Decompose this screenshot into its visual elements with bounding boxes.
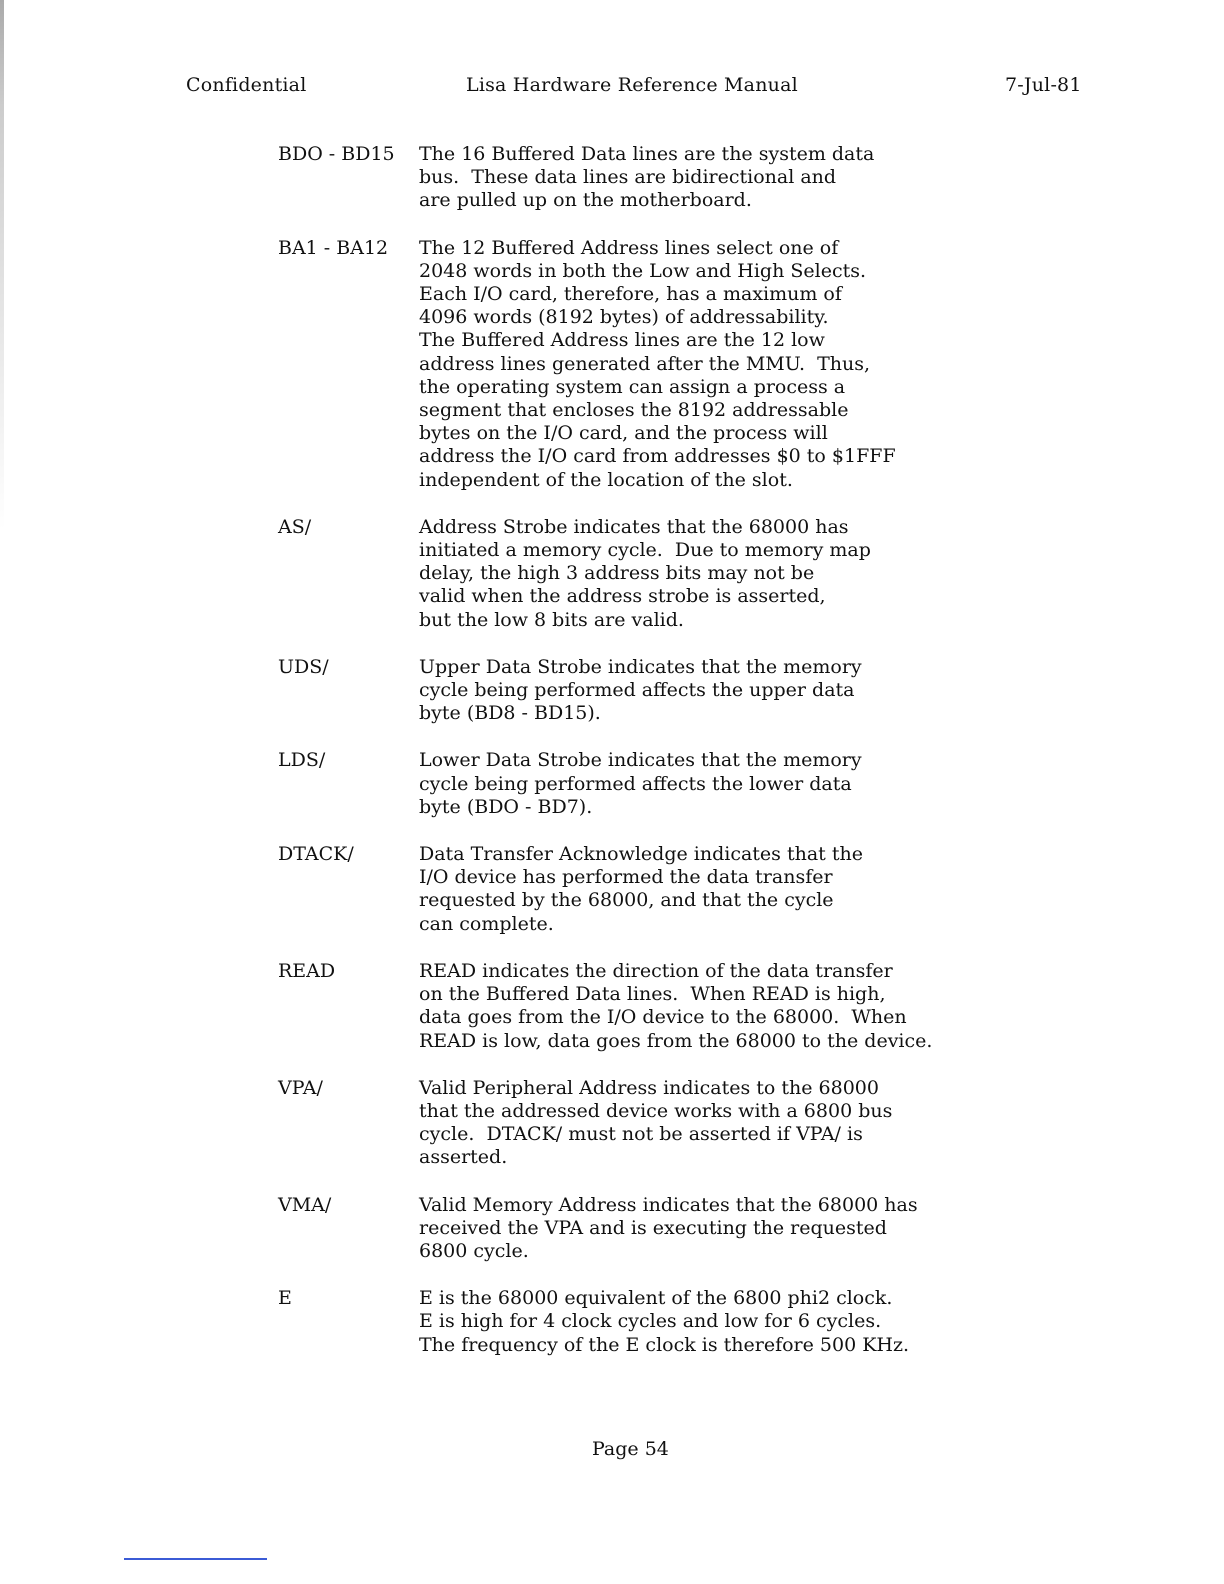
signal-entry: [278, 749, 1058, 819]
description-line: E is the 68000 equivalent of the 6800 phi2 clock.: [419, 1287, 893, 1310]
description-line: 4096 words (8192 bytes) of addressability.: [419, 306, 829, 329]
description-line: Valid Memory Address indicates that the 68000 has: [419, 1193, 918, 1216]
signal-name: E: [278, 1287, 292, 1310]
signal-description: [419, 516, 1058, 632]
signal-description: [419, 843, 1058, 936]
description-line: delay, the high 3 address bits may not be: [419, 562, 815, 585]
description-line: byte (BD8 - BD15).: [419, 702, 601, 725]
signal-name: VPA/: [278, 1076, 323, 1099]
signal-name: READ: [278, 959, 336, 982]
signal-name: AS/: [278, 515, 312, 538]
signal-entry: [278, 1077, 1058, 1170]
signal-name: DTACK/: [278, 843, 354, 866]
description-line: independent of the location of the slot.: [419, 468, 793, 491]
description-line: valid when the address strobe is asserted,: [419, 585, 826, 608]
description-line: READ indicates the direction of the data transfer: [419, 959, 893, 982]
description-line: byte (BDO - BD7).: [419, 795, 593, 818]
description-line: cycle being performed affects the lower data: [419, 772, 852, 795]
description-line: Upper Data Strobe indicates that the memory: [419, 655, 862, 678]
signal-entry: [278, 843, 1058, 936]
signal-description: [419, 143, 1058, 213]
signal-name: UDS/: [278, 655, 329, 678]
description-line: Data Transfer Acknowledge indicates that the: [419, 843, 863, 866]
description-line: asserted.: [419, 1146, 508, 1169]
description-line: The Buffered Address lines are the 12 low: [419, 329, 825, 352]
description-line: are pulled up on the motherboard.: [419, 189, 752, 212]
description-line: initiated a memory cycle. Due to memory map: [419, 539, 871, 562]
description-line: the operating system can assign a process a: [419, 375, 846, 398]
signal-description: [419, 1077, 1058, 1170]
description-line: that the addressed device works with a 6800 bus: [419, 1099, 893, 1122]
header-date: 7-Jul-81: [1005, 74, 1082, 96]
footer-rule: [124, 1558, 267, 1560]
page-number: Page 54: [592, 1438, 669, 1460]
signal-description: [419, 749, 1058, 819]
description-line: Lower Data Strobe indicates that the memory: [419, 749, 862, 772]
description-line: can complete.: [419, 912, 554, 935]
signal-description: [419, 1287, 1058, 1357]
description-line: requested by the 68000, and that the cycle: [419, 889, 834, 912]
description-line: received the VPA and is executing the requested: [419, 1216, 887, 1239]
description-line: 2048 words in both the Low and High Selects.: [419, 259, 867, 282]
signal-entry: [278, 656, 1058, 726]
description-line: I/O device has performed the data transfer: [419, 866, 833, 889]
signal-definitions-list: [278, 143, 1058, 1357]
description-line: segment that encloses the 8192 addressable: [419, 399, 849, 422]
header-confidential: Confidential: [186, 74, 307, 96]
signal-entry: [278, 237, 1058, 492]
signal-entry: [278, 960, 1058, 1053]
description-line: bytes on the I/O card, and the process will: [419, 422, 828, 445]
signal-description: [419, 656, 1058, 726]
description-line: data goes from the I/O device to the 68000. When: [419, 1006, 907, 1029]
signal-name: BDO - BD15: [278, 143, 395, 165]
description-line: Each I/O card, therefore, has a maximum of: [419, 283, 842, 306]
signal-entry: [278, 1287, 1058, 1357]
description-line: address the I/O card from addresses $0 to $1FFF: [419, 445, 896, 468]
description-line: Address Strobe indicates that the 68000 has: [419, 515, 849, 538]
description-line: READ is low, data goes from the 68000 to the device.: [419, 1029, 933, 1052]
header-title: Lisa Hardware Reference Manual: [466, 74, 798, 96]
signal-entry: [278, 143, 1058, 213]
signal-description: [419, 1194, 1058, 1264]
description-line: The 16 Buffered Data lines are the system data: [419, 143, 875, 165]
signal-name: BA1 - BA12: [278, 236, 389, 259]
description-line: on the Buffered Data lines. When READ is high,: [419, 983, 886, 1006]
description-line: E is high for 4 clock cycles and low for 6 cycles.: [419, 1310, 882, 1333]
description-line: 6800 cycle.: [419, 1239, 529, 1262]
description-line: cycle. DTACK/ must not be asserted if VPA/ is: [419, 1123, 863, 1146]
description-line: Valid Peripheral Address indicates to the 68000: [419, 1076, 879, 1099]
description-line: address lines generated after the MMU. Thus,: [419, 352, 871, 375]
signal-name: VMA/: [278, 1193, 332, 1216]
description-line: The 12 Buffered Address lines select one of: [419, 236, 839, 259]
description-line: cycle being performed affects the upper data: [419, 679, 855, 702]
signal-entry: [278, 1194, 1058, 1264]
signal-description: [419, 960, 1058, 1053]
description-line: but the low 8 bits are valid.: [419, 608, 684, 631]
signal-name: LDS/: [278, 749, 326, 772]
page-header: [0, 74, 1224, 100]
description-line: The frequency of the E clock is therefore 500 KHz.: [419, 1333, 910, 1356]
description-line: bus. These data lines are bidirectional and: [419, 166, 837, 189]
signal-description: [419, 237, 1058, 492]
signal-entry: [278, 516, 1058, 632]
